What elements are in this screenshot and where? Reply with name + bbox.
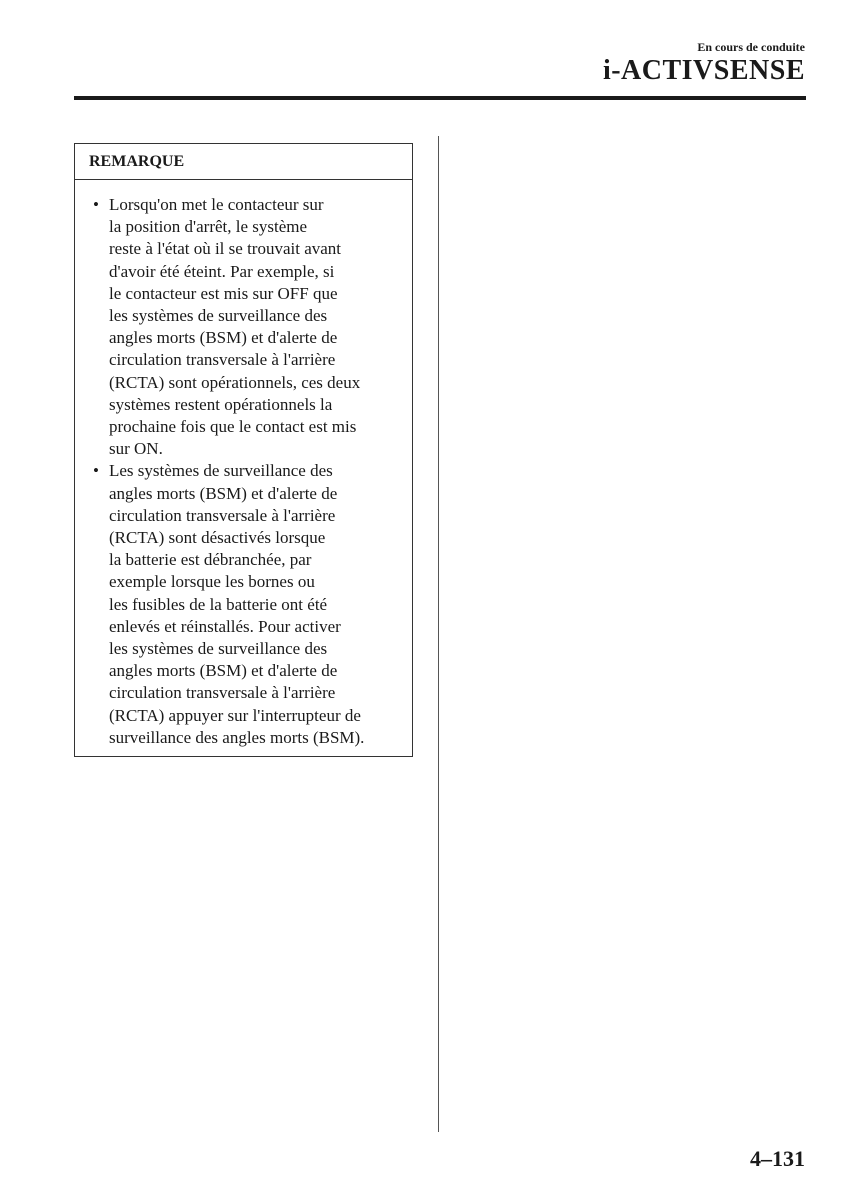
note-box [74,143,413,757]
note-item-text [109,194,408,460]
note-line: la position d'arrêt, le système [109,217,308,237]
note-line: reste à l'état où il se trouvait avant [109,239,342,259]
note-item-text [109,460,408,749]
page-title: i-ACTIVSENSE [602,55,805,86]
note-line: circulation transversale à l'arrière [109,350,336,370]
note-line: circulation transversale à l'arrière [109,505,336,525]
note-line: enlevés et réinstallés. Pour activer [109,616,341,636]
note-line: Lorsqu'on met le contacteur sur [109,195,324,214]
bullet-icon: • [93,461,99,481]
note-line: Les systèmes de surveillance des [109,461,333,481]
note-line: circulation transversale à l'arrière [109,683,336,703]
note-line: (RCTA) sont désactivés lorsque [109,528,326,548]
note-line: angles morts (BSM) et d'alerte de [109,661,338,681]
note-line: surveillance des angles morts (BSM). [109,727,365,747]
note-line: (RCTA) appuyer sur l'interrupteur de [109,705,361,725]
note-line: angles morts (BSM) et d'alerte de [109,483,338,503]
note-line: d'avoir été éteint. Par exemple, si [109,261,335,281]
page-number: 4–131 [750,1146,805,1171]
note-item [75,460,412,749]
note-line: le contacteur est mis sur OFF que [109,283,338,303]
note-heading: REMARQUE [75,144,412,180]
note-line: angles morts (BSM) et d'alerte de [109,328,338,348]
note-list [75,180,412,749]
note-line: les systèmes de surveillance des [109,639,328,659]
header-divider [74,96,806,100]
note-line: sur ON. [109,439,163,459]
section-title: En cours de conduite [697,40,805,54]
note-line: systèmes restent opérationnels la [109,394,333,414]
note-line: prochaine fois que le contact est mis [109,417,357,437]
bullet-icon: • [93,195,99,214]
column-divider [438,136,439,1132]
note-line: les systèmes de surveillance des [109,306,328,326]
note-line: les fusibles de la batterie ont été [109,594,328,614]
note-item [75,194,412,460]
note-line: la batterie est débranchée, par [109,550,312,570]
note-line: exemple lorsque les bornes ou [109,572,315,592]
note-line: (RCTA) sont opérationnels, ces deux [109,372,361,392]
